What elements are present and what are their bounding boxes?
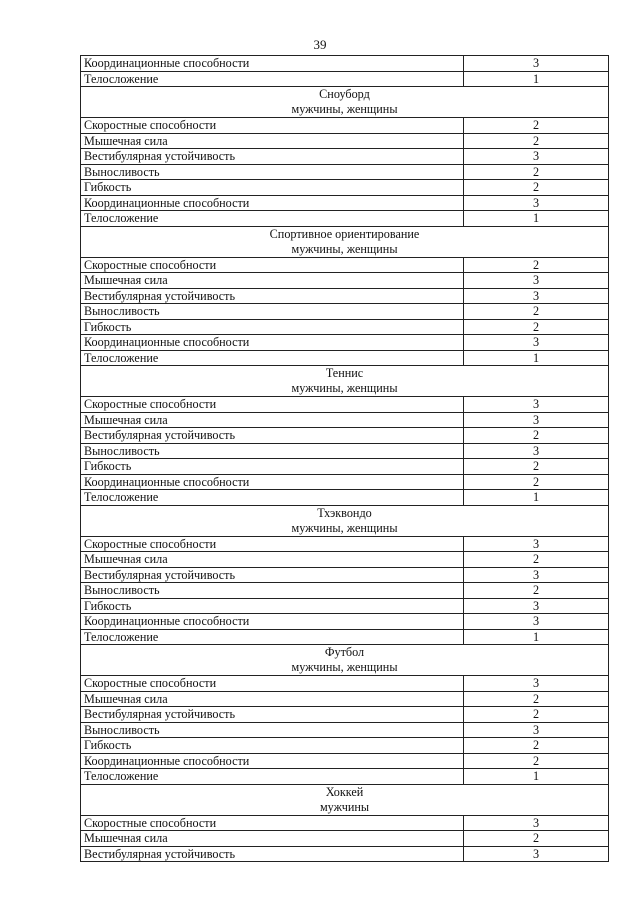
section-subtitle: мужчины, женщины: [291, 520, 398, 535]
table-row: [81, 56, 609, 72]
quality-score: 3: [464, 335, 609, 351]
table-row: [81, 443, 609, 459]
quality-score: 3: [464, 149, 609, 165]
quality-name: Телосложение: [81, 71, 464, 87]
quality-score: 3: [464, 56, 609, 72]
quality-name: Мышечная сила: [81, 412, 464, 428]
quality-score: 3: [464, 195, 609, 211]
quality-name: Телосложение: [81, 629, 464, 645]
section-title: Теннис: [325, 366, 364, 380]
table-row: [81, 164, 609, 180]
quality-name: Гибкость: [81, 738, 464, 754]
quality-name: Вестибулярная устойчивость: [81, 149, 464, 165]
table-row: [81, 536, 609, 552]
section-header-row: [81, 505, 609, 536]
table-row: [81, 459, 609, 475]
quality-name: Координационные способности: [81, 195, 464, 211]
table-row: [81, 71, 609, 87]
quality-score: 3: [464, 567, 609, 583]
quality-name: Мышечная сила: [81, 552, 464, 568]
quality-score: 1: [464, 769, 609, 785]
quality-name: Гибкость: [81, 180, 464, 196]
section-header-cell: [81, 87, 609, 118]
quality-name: Гибкость: [81, 319, 464, 335]
quality-score: 3: [464, 397, 609, 413]
table-row: [81, 335, 609, 351]
section-header-cell: [81, 226, 609, 257]
table-row: [81, 831, 609, 847]
quality-name: Вестибулярная устойчивость: [81, 707, 464, 723]
table-row: [81, 707, 609, 723]
section-subtitle: мужчины, женщины: [291, 660, 398, 674]
quality-name: Вестибулярная устойчивость: [81, 567, 464, 583]
quality-score: 2: [464, 753, 609, 769]
quality-score: 3: [464, 614, 609, 630]
quality-name: Телосложение: [81, 490, 464, 506]
quality-score: 2: [464, 304, 609, 320]
table-row: [81, 273, 609, 289]
table-row: [81, 676, 609, 692]
quality-name: Мышечная сила: [81, 831, 464, 847]
section-header-row: [81, 366, 609, 397]
section-subtitle: мужчины, женщины: [291, 241, 398, 256]
quality-name: Выносливость: [81, 583, 464, 599]
quality-name: Скоростные способности: [81, 118, 464, 134]
quality-name: Выносливость: [81, 304, 464, 320]
table-row: [81, 397, 609, 413]
quality-score: 2: [464, 180, 609, 196]
table-row: [81, 149, 609, 165]
quality-score: 1: [464, 71, 609, 87]
section-title: Сноуборд: [319, 87, 370, 101]
quality-name: Выносливость: [81, 443, 464, 459]
quality-name: Гибкость: [81, 459, 464, 475]
table-row: [81, 583, 609, 599]
quality-name: Координационные способности: [81, 56, 464, 72]
section-subtitle: мужчины, женщины: [291, 102, 398, 116]
table-row: [81, 691, 609, 707]
section-title: Хоккей: [325, 784, 364, 799]
quality-name: Мышечная сила: [81, 273, 464, 289]
quality-name: Вестибулярная устойчивость: [81, 428, 464, 444]
quality-score: 1: [464, 350, 609, 366]
quality-score: 2: [464, 691, 609, 707]
section-header-row: [81, 87, 609, 118]
quality-name: Скоростные способности: [81, 257, 464, 273]
quality-score: 2: [464, 738, 609, 754]
quality-score: 3: [464, 598, 609, 614]
quality-score: 2: [464, 164, 609, 180]
table-row: [81, 753, 609, 769]
table-row: [81, 474, 609, 490]
section-subtitle: мужчины, женщины: [291, 381, 398, 395]
quality-score: 2: [464, 707, 609, 723]
section-header-row: [81, 645, 609, 676]
table-row: [81, 567, 609, 583]
quality-score: 2: [464, 133, 609, 149]
sport-qualities-table: [80, 55, 609, 862]
table-row: [81, 614, 609, 630]
quality-score: 2: [464, 428, 609, 444]
quality-name: Скоростные способности: [81, 815, 464, 831]
quality-score: 3: [464, 443, 609, 459]
quality-name: Телосложение: [81, 350, 464, 366]
table-row: [81, 738, 609, 754]
table-row: [81, 412, 609, 428]
table-row: [81, 304, 609, 320]
section-header-row: [81, 784, 609, 815]
quality-score: 2: [464, 552, 609, 568]
quality-name: Гибкость: [81, 598, 464, 614]
table-row: [81, 211, 609, 227]
quality-score: 2: [464, 319, 609, 335]
section-header-cell: [81, 645, 609, 676]
quality-score: 2: [464, 831, 609, 847]
quality-score: 3: [464, 412, 609, 428]
table-row: [81, 257, 609, 273]
section-header-cell: [81, 784, 609, 815]
quality-name: Координационные способности: [81, 753, 464, 769]
table-body: [81, 56, 609, 862]
quality-name: Скоростные способности: [81, 676, 464, 692]
quality-score: 1: [464, 490, 609, 506]
quality-name: Вестибулярная устойчивость: [81, 846, 464, 862]
quality-name: Вестибулярная устойчивость: [81, 288, 464, 304]
table-row: [81, 133, 609, 149]
quality-name: Выносливость: [81, 722, 464, 738]
section-header-cell: [81, 505, 609, 536]
section-title: Тхэквондо: [317, 505, 372, 520]
quality-score: 1: [464, 629, 609, 645]
quality-name: Телосложение: [81, 769, 464, 785]
table-row: [81, 552, 609, 568]
table-row: [81, 288, 609, 304]
section-subtitle: мужчины: [319, 799, 370, 814]
page-number: 39: [313, 37, 327, 52]
quality-name: Скоростные способности: [81, 397, 464, 413]
table-row: [81, 722, 609, 738]
quality-score: 1: [464, 211, 609, 227]
quality-name: Координационные способности: [81, 335, 464, 351]
quality-score: 2: [464, 118, 609, 134]
quality-score: 3: [464, 846, 609, 862]
quality-name: Мышечная сила: [81, 691, 464, 707]
quality-score: 2: [464, 474, 609, 490]
table-row: [81, 428, 609, 444]
table-row: [81, 815, 609, 831]
table-row: [81, 350, 609, 366]
quality-name: Мышечная сила: [81, 133, 464, 149]
section-title: Спортивное ориентирование: [269, 226, 420, 241]
quality-name: Скоростные способности: [81, 536, 464, 552]
quality-score: 3: [464, 676, 609, 692]
quality-score: 2: [464, 583, 609, 599]
quality-score: 3: [464, 536, 609, 552]
table-row: [81, 769, 609, 785]
quality-name: Координационные способности: [81, 474, 464, 490]
quality-name: Выносливость: [81, 164, 464, 180]
table-row: [81, 319, 609, 335]
table-row: [81, 118, 609, 134]
table-row: [81, 180, 609, 196]
table-row: [81, 846, 609, 862]
section-title: Футбол: [324, 645, 365, 659]
quality-score: 3: [464, 722, 609, 738]
quality-name: Координационные способности: [81, 614, 464, 630]
quality-score: 2: [464, 459, 609, 475]
quality-score: 2: [464, 257, 609, 273]
section-header-cell: [81, 366, 609, 397]
quality-score: 3: [464, 273, 609, 289]
quality-score: 3: [464, 288, 609, 304]
section-header-row: [81, 226, 609, 257]
quality-name: Телосложение: [81, 211, 464, 227]
quality-score: 3: [464, 815, 609, 831]
table-row: [81, 195, 609, 211]
table-row: [81, 629, 609, 645]
table-row: [81, 598, 609, 614]
table-row: [81, 490, 609, 506]
